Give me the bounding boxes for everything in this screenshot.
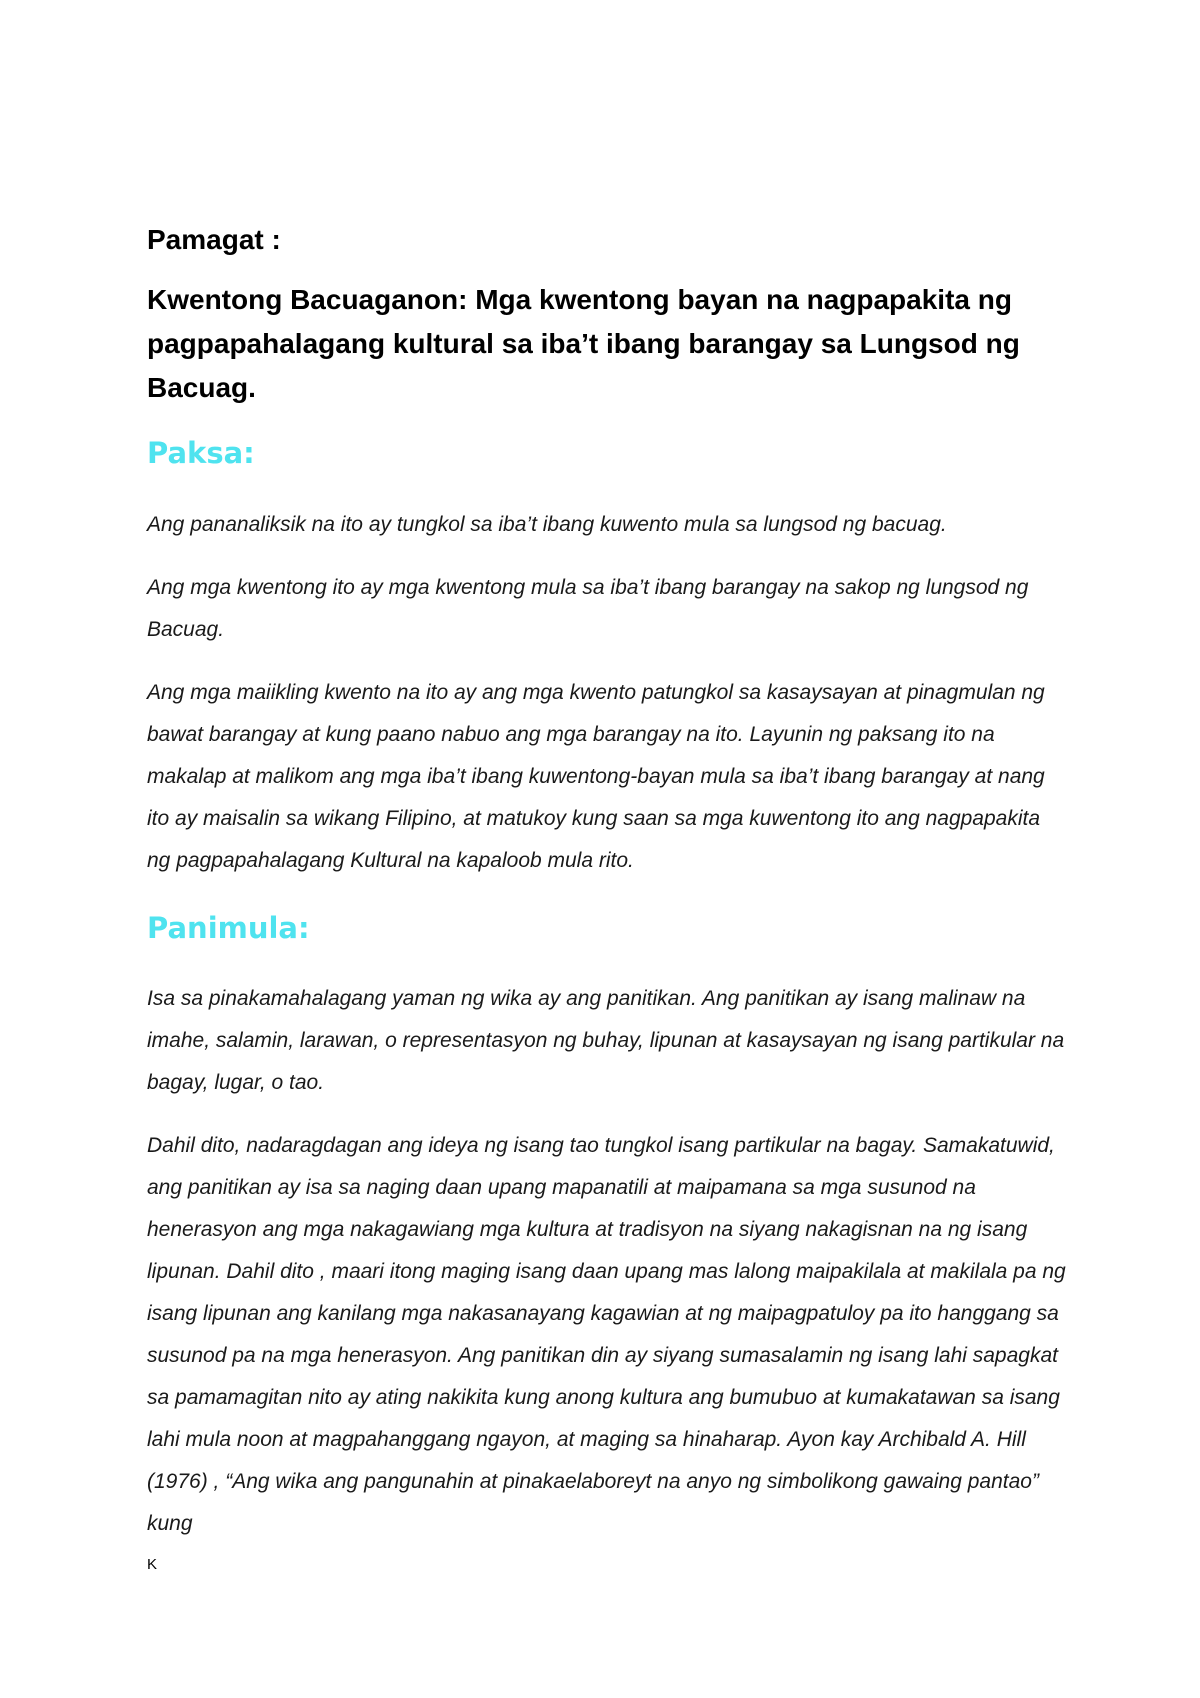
paragraph: Isa sa pinakamahalagang yaman ng wika ay ang panitikan. Ang panitikan ay isang malinaw na imahe, salamin, larawan, o representasyon ng buhay, lipunan at kasaysayan ng isang partikular na bagay, lugar, o tao. xyxy=(147,987,1065,1094)
paragraph: Ang pananaliksik na ito ay tungkol sa iba’t ibang kuwento mula sa lungsod ng bacuag. xyxy=(147,513,947,536)
paragraph: Ang mga maiikling kwento na ito ay ang mga kwento patungkol sa kasaysayan at pinagmulan ng bawat barangay at kung paano nabuo ang mga barangay na ito. Layunin ng paksang ito na makalap at malikom ang mga iba’t ibang kuwentong-bayan mula sa iba’t ibang barangay at nang ito ay maisalin sa wikang Filipino, at matukoy kung saan sa mga kuwentong ito ang nagpapakita ng pagpapahalagang Kultural na kapaloob mula rito. xyxy=(147,681,1045,872)
title-label: Pamagat : xyxy=(147,224,281,255)
section-heading-paksa: Paksa: xyxy=(147,436,255,470)
footer-mark: K xyxy=(147,1556,158,1573)
section-heading-panimula: Panimula: xyxy=(147,911,310,945)
document-page xyxy=(147,0,1067,1698)
document-title: Kwentong Bacuaganon: Mga kwentong bayan na nagpapakita ng pagpapahalagang kultural sa iba’t ibang barangay sa Lungsod ng Bacuag. xyxy=(147,284,1020,403)
paragraph: Ang mga kwentong ito ay mga kwentong mula sa iba’t ibang barangay na sakop ng lungsod ng Bacuag. xyxy=(147,576,1029,641)
paragraph: Dahil dito, nadaragdagan ang ideya ng isang tao tungkol isang partikular na bagay. Samakatuwid, ang panitikan ay isa sa naging daan upang mapanatili at maipamana sa mga susunod na henerasyon ang mga nakagawiang mga kultura at tradisyon na siyang nakagisnan na ng isang lipunan. Dahil dito , maari itong maging isang daan upang mas lalong maipakilala at makilala pa ng isang lipunan ang kanilang mga nakasanayang kagawian at ng maipagpatuloy pa ito hanggang sa susunod pa na mga henerasyon. Ang panitikan din ay siyang sumasalamin ng isang lahi sapagkat sa pamamagitan nito ay ating nakikita kung anong kultura ang bumubuo at kumakatawan sa isang lahi mula noon at magpahanggang ngayon, at maging sa hinaharap. Ayon kay Archibald A. Hill (1976) , “Ang wika ang pangunahin at pinakaelaboreyt na anyo ng simbolikong gawaing pantao” kung xyxy=(147,1134,1066,1535)
